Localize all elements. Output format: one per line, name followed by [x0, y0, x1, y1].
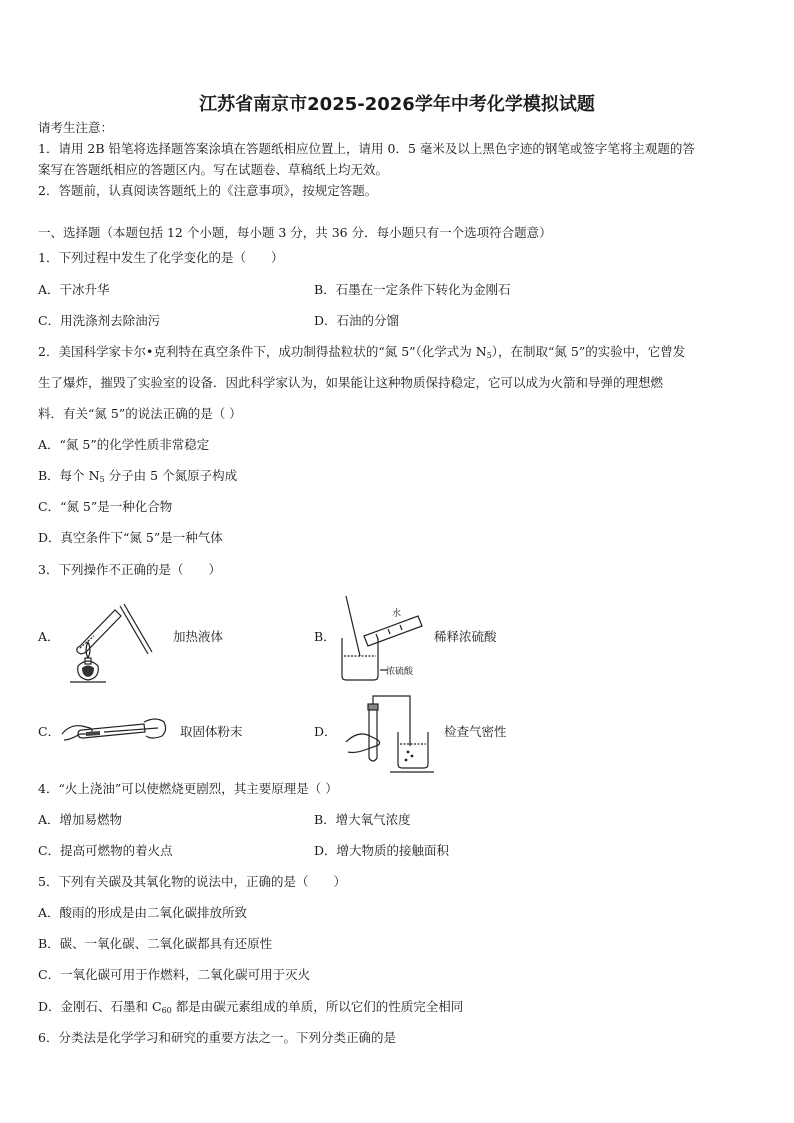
q2-stem-line2: 生了爆炸，摧毁了实验室的设备．因此科学家认为，如果能让这种物质保持稳定，它可以成为火箭和导弹的理想燃: [38, 375, 664, 390]
q4-option-d: D．增大物质的接触面积: [314, 843, 450, 858]
airtightness-check-figure: [340, 690, 436, 774]
q4-option-b: B．增大氧气浓度: [314, 812, 411, 827]
q2-option-b: B．每个 $N_5$ 分子由 5 个氮原子构成: [38, 468, 238, 484]
q4-stem: 4．“火上浇油”可以使燃烧更剧烈，其主要原理是（ ）: [38, 781, 338, 796]
q1-option-a: A．干冰升华: [38, 282, 110, 297]
q3-stem: 3．下列操作不正确的是（ ）: [38, 562, 221, 577]
notice-item1-line2: 案写在答题纸相应的答题区内。写在试题卷、草稿纸上均无效。: [38, 162, 389, 177]
q3-b-water-label: 水: [392, 609, 402, 619]
q4-option-c: C．提高可燃物的着火点: [38, 843, 173, 858]
notice-item1-line1: 1．请用 2B 铅笔将选择题答案涂填在答题纸相应位置上，请用 0．5 毫米及以上黑色字迹的钢笔或签字笔将主观题的答: [38, 141, 695, 156]
q3-option-d: D．: [314, 724, 337, 739]
q3-c-label: 取固体粉末: [180, 724, 243, 739]
notice-heading: 请考生注意：: [38, 120, 114, 135]
q5-option-a: A．酸雨的形成是由二氧化碳排放所致: [38, 905, 248, 920]
q5-option-d: D．金刚石、石墨和 $C_{60}$ 都是由碳元素组成的单质，所以它们的性质完全相同: [38, 999, 464, 1015]
diluting-acid-figure: [336, 594, 432, 682]
page-title: 江苏省南京市2025-2026学年中考化学模拟试题: [199, 94, 595, 115]
q3-a-label: 加热液体: [173, 629, 224, 644]
powder-sampling-figure: [60, 712, 168, 748]
q5-option-c: C．一氧化碳可用于作燃料，二氧化碳可用于灭火: [38, 967, 311, 982]
q3-b-label: 稀释浓硫酸: [434, 629, 497, 644]
q1-stem: 1．下列过程中发生了化学变化的是（ ）: [38, 250, 284, 265]
q1-option-b: B．石墨在一定条件下转化为金刚石: [314, 282, 511, 297]
q2-option-c: C．“氮 5”是一种化合物: [38, 499, 173, 514]
q5-stem: 5．下列有关碳及其氧化物的说法中，正确的是（ ）: [38, 874, 346, 889]
q6-stem: 6．分类法是化学学习和研究的重要方法之一。下列分类正确的是: [38, 1030, 396, 1045]
q1-option-c: C．用洗涤剂去除油污: [38, 313, 161, 328]
q2-option-a: A．“氮 5”的化学性质非常稳定: [38, 437, 210, 452]
notice-item2: 2．答题前，认真阅读答题纸上的《注意事项》，按规定答题。: [38, 183, 378, 198]
q3-b-acid-label: 浓硫酸: [386, 667, 414, 677]
q2-stem-line1: 2．美国科学家卡尔•克利特在真空条件下，成功制得盐粒状的“氮 5”（化学式为 $N_5$），在制取“氮 5”的实验中，它曾发: [38, 344, 686, 360]
q3-d-label: 检查气密性: [444, 724, 507, 739]
q1-option-d: D．石油的分馏: [314, 313, 400, 328]
q4-option-a: A．增加易燃物: [38, 812, 123, 827]
section-heading: 一、选择题（本题包括 12 个小题，每小题 3 分，共 36 分．每小题只有一个选项符合题意）: [38, 225, 552, 240]
q3-option-c: C．: [38, 724, 61, 739]
heating-liquid-figure: [60, 596, 160, 688]
q3-option-a: A．: [38, 629, 60, 644]
q2-stem-line3: 料．有关“氮 5”的说法正确的是（ ）: [38, 406, 242, 421]
q3-option-b: B．: [314, 629, 336, 644]
q2-option-d: D．真空条件下“氮 5”是一种气体: [38, 530, 223, 545]
q5-option-b: B．碳、一氧化碳、二氧化碳都具有还原性: [38, 936, 273, 951]
